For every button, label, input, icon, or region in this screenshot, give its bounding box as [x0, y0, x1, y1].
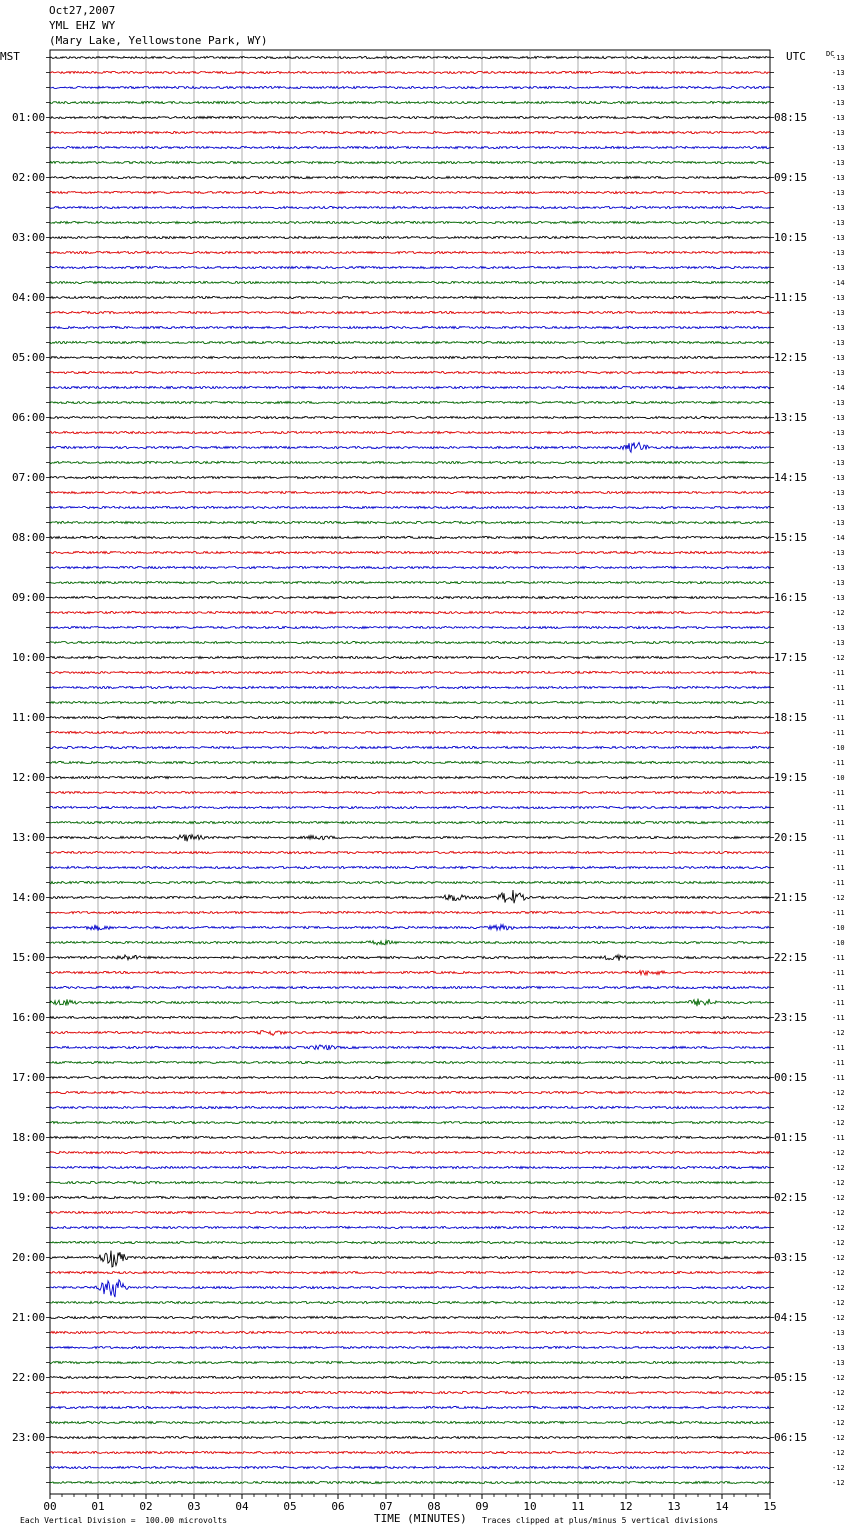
- right-hour-label: 23:15: [774, 1010, 808, 1024]
- dc-offset-label: -10: [832, 743, 845, 752]
- left-hour-label: 08:00: [12, 530, 46, 544]
- dc-offset-label: -13: [832, 113, 845, 122]
- dc-offset-label: -13: [832, 578, 845, 587]
- trace-row-85: [50, 1331, 770, 1333]
- dc-offset-label: -12: [832, 1418, 845, 1427]
- dc-offset-label: -13: [832, 173, 845, 182]
- trace-row-23: [50, 401, 770, 403]
- dc-offset-label: -13: [832, 143, 845, 152]
- trace-row-22: [50, 386, 770, 388]
- trace-row-11: [50, 221, 770, 223]
- dc-offset-label: -10: [832, 938, 845, 947]
- x-tick-label: 02: [139, 1500, 153, 1513]
- right-hour-label: 16:15: [774, 590, 808, 604]
- dc-offset-label: -11: [832, 848, 845, 857]
- trace-row-27: [50, 461, 770, 463]
- trace-row-74: [50, 1166, 770, 1168]
- trace-row-30: [50, 506, 770, 508]
- trace-row-55: [50, 881, 770, 883]
- dc-offset-label: -12: [832, 1223, 845, 1232]
- dc-offset-label: -12: [832, 1238, 845, 1247]
- dc-offset-label: -13: [832, 638, 845, 647]
- left-hour-label: 19:00: [12, 1190, 46, 1204]
- trace-row-26: [50, 442, 770, 452]
- dc-offset-label: -12: [832, 1163, 845, 1172]
- dc-offset-label: -11: [832, 1133, 845, 1142]
- trace-row-51: [50, 821, 770, 823]
- trace-row-76: [50, 1196, 770, 1198]
- dc-offset-label: -13: [832, 548, 845, 557]
- dc-offset-label: -13: [832, 68, 845, 77]
- dc-offset-label: -13: [832, 443, 845, 452]
- dc-offset-label: -11: [832, 1073, 845, 1082]
- trace-row-94: [50, 1466, 770, 1468]
- trace-row-4: [50, 116, 770, 118]
- trace-row-93: [50, 1451, 770, 1453]
- dc-offset-label: -12: [832, 1283, 845, 1292]
- left-hour-label: 10:00: [12, 650, 46, 664]
- dc-offset-label: -12: [832, 1118, 845, 1127]
- x-tick-label: 13: [667, 1500, 681, 1513]
- left-hour-label: 16:00: [12, 1010, 46, 1024]
- dc-offset-label: -13: [832, 263, 845, 272]
- dc-offset-label: -11: [832, 668, 845, 677]
- plot-frame: [50, 50, 770, 1494]
- dc-offset-label: -13: [832, 428, 845, 437]
- right-hour-label: 10:15: [774, 230, 808, 244]
- dc-offset-label: -11: [832, 983, 845, 992]
- x-tick-label: 06: [331, 1500, 345, 1513]
- dc-offset-label: -13: [832, 323, 845, 332]
- dc-offset-label: -12: [832, 1388, 845, 1397]
- scale-note: Each Vertical Division = 100.00 microvolts: [20, 1516, 228, 1525]
- dc-offset-label: -12: [832, 1193, 845, 1202]
- dc-offset-label: -13: [832, 338, 845, 347]
- x-tick-label: 03: [187, 1500, 201, 1513]
- trace-row-18: [50, 326, 770, 328]
- right-hour-label: 03:15: [774, 1250, 808, 1264]
- dc-offset-label: -13: [832, 563, 845, 572]
- right-hour-label: 04:15: [774, 1310, 808, 1324]
- x-tick-label: 09: [475, 1500, 489, 1513]
- trace-row-33: [50, 551, 770, 553]
- trace-row-32: [50, 536, 770, 538]
- x-tick-label: 04: [235, 1500, 249, 1513]
- dc-offset-label: -13: [832, 398, 845, 407]
- trace-row-50: [50, 806, 770, 808]
- dc-offset-label: -13: [832, 503, 845, 512]
- dc-offset-label: -11: [832, 1058, 845, 1067]
- right-hour-label: 00:15: [774, 1070, 808, 1084]
- dc-offset-label: -11: [832, 998, 845, 1007]
- x-tick-label: 00: [43, 1500, 57, 1513]
- right-hour-label: 18:15: [774, 710, 808, 724]
- dc-offset-label: -11: [832, 683, 845, 692]
- dc-offset-label: -11: [832, 833, 845, 842]
- right-hour-label: 08:15: [774, 110, 808, 124]
- right-hour-label: 02:15: [774, 1190, 808, 1204]
- trace-row-58: [50, 925, 770, 931]
- trace-row-91: [50, 1421, 770, 1423]
- right-hour-label: 21:15: [774, 890, 808, 904]
- trace-row-78: [50, 1226, 770, 1228]
- right-hour-label: 19:15: [774, 770, 808, 784]
- dc-offset-label: -12: [832, 1448, 845, 1457]
- trace-row-21: [50, 371, 770, 373]
- dc-offset-label: -13: [832, 368, 845, 377]
- dc-offset-label: -12: [832, 1268, 845, 1277]
- dc-offset-label: -12: [832, 1313, 845, 1322]
- clip-note: Traces clipped at plus/minus 5 vertical divisions: [482, 1516, 719, 1525]
- dc-offset-label: -12: [832, 1373, 845, 1382]
- dc-offset-label: -11: [832, 1013, 845, 1022]
- trace-row-67: [50, 1061, 770, 1063]
- x-axis-title: TIME (MINUTES): [374, 1512, 467, 1525]
- trace-row-7: [50, 161, 770, 163]
- trace-row-17: [50, 311, 770, 313]
- right-hour-label: 20:15: [774, 830, 808, 844]
- station-code: YML EHZ WY: [49, 19, 116, 32]
- trace-row-82: [50, 1280, 770, 1297]
- dc-offset-label: -13: [832, 293, 845, 302]
- left-hour-label: 12:00: [12, 770, 46, 784]
- dc-offset-label: -13: [832, 308, 845, 317]
- dc-offset-label: -11: [832, 713, 845, 722]
- trace-row-6: [50, 146, 770, 148]
- trace-row-71: [50, 1121, 770, 1123]
- dc-offset-label: -12: [832, 1298, 845, 1307]
- trace-row-48: [50, 776, 770, 778]
- trace-row-19: [50, 341, 770, 343]
- dc-offset-label: -12: [832, 1208, 845, 1217]
- trace-row-75: [50, 1181, 770, 1183]
- dc-offset-label: -12: [832, 1433, 845, 1442]
- trace-row-56: [50, 890, 770, 903]
- dc-offset-label: -13: [832, 1358, 845, 1367]
- trace-row-79: [50, 1241, 770, 1243]
- dc-offset-label: -13: [832, 1328, 845, 1337]
- trace-row-61: [50, 971, 770, 975]
- dc-offset-label: -13: [832, 218, 845, 227]
- dc-offset-label: -11: [832, 968, 845, 977]
- left-axis-title: MST: [0, 50, 20, 63]
- trace-row-13: [50, 251, 770, 253]
- dc-offset-label: -13: [832, 623, 845, 632]
- dc-offset-label: -10: [832, 923, 845, 932]
- trace-row-38: [50, 626, 770, 628]
- right-hour-label: 05:15: [774, 1370, 808, 1384]
- dc-offset-label: -11: [832, 803, 845, 812]
- right-hour-label: 09:15: [774, 170, 808, 184]
- left-hour-label: 23:00: [12, 1430, 46, 1444]
- dc-offset-label: -12: [832, 1103, 845, 1112]
- trace-row-45: [50, 731, 770, 733]
- right-hour-label: 06:15: [774, 1430, 808, 1444]
- left-hour-label: 11:00: [12, 710, 46, 724]
- dc-offset-label: -13: [832, 188, 845, 197]
- dc-offset-label: -11: [832, 863, 845, 872]
- left-hour-label: 04:00: [12, 290, 46, 304]
- x-tick-label: 11: [571, 1500, 585, 1513]
- trace-row-25: [50, 431, 770, 433]
- x-tick-label: 10: [523, 1500, 537, 1513]
- dc-offset-label: -13: [832, 203, 845, 212]
- dc-offset-label: -13: [832, 413, 845, 422]
- trace-row-77: [50, 1211, 770, 1213]
- dc-offset-label: -11: [832, 758, 845, 767]
- trace-row-62: [50, 986, 770, 988]
- left-hour-label: 22:00: [12, 1370, 46, 1384]
- x-tick-label: 12: [619, 1500, 633, 1513]
- trace-row-9: [50, 191, 770, 193]
- right-hour-label: 15:15: [774, 530, 808, 544]
- x-tick-label: 07: [379, 1500, 393, 1513]
- left-hour-label: 18:00: [12, 1130, 46, 1144]
- dc-offset-label: -12: [832, 1148, 845, 1157]
- x-tick-label: 08: [427, 1500, 441, 1513]
- dc-offset-label: -12: [832, 1178, 845, 1187]
- dc-offset-label: -12: [832, 1463, 845, 1472]
- dc-offset-label: -11: [832, 728, 845, 737]
- dc-offset-label: -11: [832, 878, 845, 887]
- right-hour-label: 17:15: [774, 650, 808, 664]
- trace-row-35: [50, 581, 770, 583]
- station-location: (Mary Lake, Yellowstone Park, WY): [49, 34, 268, 47]
- dc-offset-label: -13: [832, 233, 845, 242]
- trace-row-3: [50, 101, 770, 103]
- trace-row-52: [50, 835, 770, 842]
- left-hour-label: 09:00: [12, 590, 46, 604]
- trace-row-42: [50, 686, 770, 688]
- x-tick-label: 05: [283, 1500, 297, 1513]
- trace-row-72: [50, 1136, 770, 1138]
- trace-row-0: [50, 56, 770, 58]
- trace-row-88: [50, 1376, 770, 1378]
- trace-row-16: [50, 296, 770, 298]
- trace-row-89: [50, 1391, 770, 1393]
- right-hour-label: 13:15: [774, 410, 808, 424]
- trace-row-92: [50, 1436, 770, 1438]
- trace-row-2: [50, 86, 770, 88]
- trace-row-59: [50, 940, 770, 944]
- dc-offset-label: -11: [832, 788, 845, 797]
- dc-offset-label: -13: [832, 518, 845, 527]
- dc-offset-label: -11: [832, 953, 845, 962]
- trace-row-36: [50, 596, 770, 598]
- right-axis-title: UTC: [786, 50, 806, 63]
- trace-row-5: [50, 131, 770, 133]
- trace-row-31: [50, 521, 770, 523]
- dc-offset-label: -13: [832, 248, 845, 257]
- x-tick-label: 14: [715, 1500, 729, 1513]
- dc-offset-label: -13: [832, 128, 845, 137]
- trace-row-68: [50, 1076, 770, 1078]
- dc-offset-label: -12: [832, 653, 845, 662]
- trace-row-46: [50, 746, 770, 748]
- trace-row-53: [50, 851, 770, 853]
- trace-row-90: [50, 1406, 770, 1408]
- right-hour-label: 12:15: [774, 350, 808, 364]
- dc-offset-label: -13: [832, 473, 845, 482]
- dc-offset-label: -13: [832, 53, 845, 62]
- trace-row-65: [50, 1031, 770, 1036]
- left-hour-label: 05:00: [12, 350, 46, 364]
- trace-row-83: [50, 1301, 770, 1303]
- dc-offset-label: -13: [832, 458, 845, 467]
- trace-row-44: [50, 716, 770, 718]
- dc-offset-label: -12: [832, 1028, 845, 1037]
- dc-offset-label: -12: [832, 893, 845, 902]
- trace-row-12: [50, 236, 770, 238]
- right-hour-label: 01:15: [774, 1130, 808, 1144]
- trace-row-28: [50, 476, 770, 478]
- trace-row-69: [50, 1091, 770, 1093]
- left-hour-label: 17:00: [12, 1070, 46, 1084]
- dc-offset-label: -13: [832, 1343, 845, 1352]
- right-hour-label: 22:15: [774, 950, 808, 964]
- trace-row-81: [50, 1271, 770, 1273]
- trace-row-54: [50, 866, 770, 868]
- dc-offset-label: -11: [832, 908, 845, 917]
- dc-offset-label: -12: [832, 1478, 845, 1487]
- trace-row-39: [50, 641, 770, 643]
- left-hour-label: 15:00: [12, 950, 46, 964]
- trace-row-87: [50, 1361, 770, 1363]
- trace-row-57: [50, 911, 770, 913]
- trace-row-20: [50, 356, 770, 358]
- left-hour-label: 06:00: [12, 410, 46, 424]
- trace-row-60: [50, 955, 770, 961]
- trace-row-66: [50, 1045, 770, 1050]
- trace-row-43: [50, 701, 770, 703]
- trace-row-64: [50, 1016, 770, 1018]
- left-hour-label: 20:00: [12, 1250, 46, 1264]
- dc-offset-label: -10: [832, 773, 845, 782]
- dc-offset-label: -13: [832, 98, 845, 107]
- left-hour-label: 14:00: [12, 890, 46, 904]
- trace-row-10: [50, 206, 770, 208]
- right-hour-label: 11:15: [774, 290, 808, 304]
- trace-row-80: [50, 1251, 770, 1267]
- trace-row-47: [50, 761, 770, 763]
- trace-row-1: [50, 71, 770, 73]
- dc-offset-label: -13: [832, 488, 845, 497]
- dc-offset-label: -11: [832, 1043, 845, 1052]
- dc-offset-label: -13: [832, 593, 845, 602]
- dc-column-title: DC: [826, 50, 835, 58]
- left-hour-label: 01:00: [12, 110, 46, 124]
- left-hour-label: 13:00: [12, 830, 46, 844]
- dc-offset-label: -12: [832, 1088, 845, 1097]
- left-hour-label: 21:00: [12, 1310, 46, 1324]
- trace-row-34: [50, 566, 770, 568]
- trace-row-15: [50, 281, 770, 283]
- dc-offset-label: -12: [832, 1253, 845, 1262]
- trace-row-63: [50, 999, 770, 1007]
- trace-row-86: [50, 1346, 770, 1348]
- trace-row-84: [50, 1316, 770, 1318]
- dc-offset-label: -12: [832, 608, 845, 617]
- dc-offset-label: -14: [832, 278, 845, 287]
- dc-offset-label: -14: [832, 383, 845, 392]
- trace-row-24: [50, 416, 770, 418]
- trace-row-14: [50, 266, 770, 268]
- dc-offset-label: -12: [832, 1403, 845, 1412]
- x-tick-label: 15: [763, 1500, 777, 1513]
- dc-offset-label: -13: [832, 353, 845, 362]
- left-hour-label: 07:00: [12, 470, 46, 484]
- trace-row-29: [50, 491, 770, 493]
- dc-offset-label: -14: [832, 533, 845, 542]
- x-tick-label: 01: [91, 1500, 105, 1513]
- trace-row-95: [50, 1481, 770, 1483]
- dc-offset-label: -11: [832, 698, 845, 707]
- left-hour-label: 03:00: [12, 230, 46, 244]
- trace-row-49: [50, 791, 770, 793]
- trace-row-40: [50, 656, 770, 658]
- trace-row-73: [50, 1151, 770, 1153]
- record-date: Oct27,2007: [49, 4, 116, 17]
- dc-offset-label: -13: [832, 83, 845, 92]
- trace-row-41: [50, 671, 770, 673]
- right-hour-label: 14:15: [774, 470, 808, 484]
- dc-offset-label: -13: [832, 158, 845, 167]
- trace-row-70: [50, 1106, 770, 1108]
- trace-row-8: [50, 176, 770, 178]
- left-hour-label: 02:00: [12, 170, 46, 184]
- dc-offset-label: -11: [832, 818, 845, 827]
- trace-row-37: [50, 611, 770, 613]
